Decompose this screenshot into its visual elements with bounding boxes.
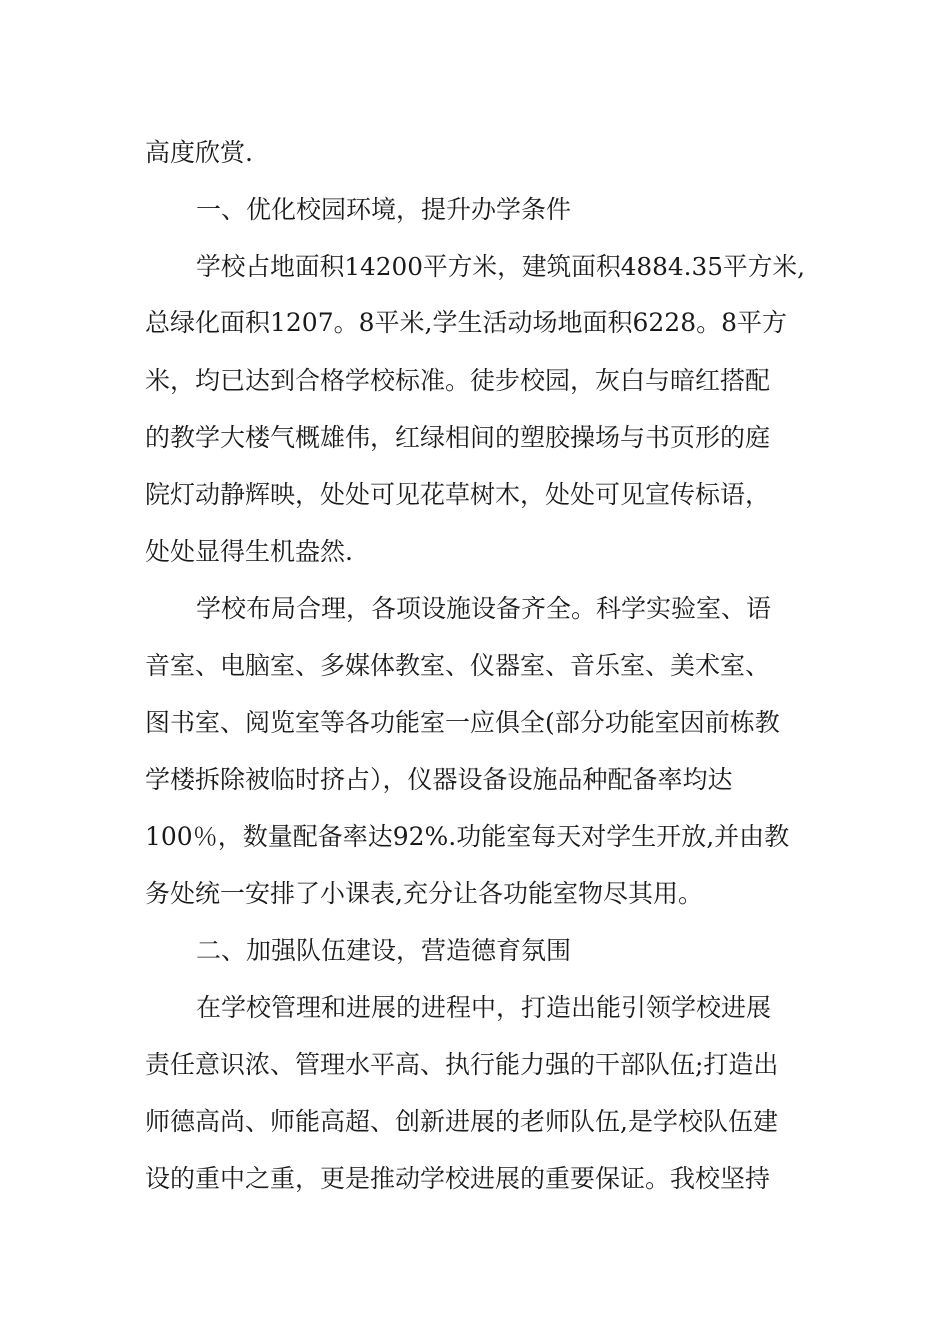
section-heading (0, 931, 950, 971)
line-text: 院灯动静辉映，处处可见花草树木，处处可见宣传标语， (145, 480, 771, 509)
line-text: 米，均已达到合格学校标准。徒步校园，灰白与暗红搭配 (145, 366, 771, 395)
text-line (0, 133, 950, 173)
line-text: 总绿化面积1207。8平米,学生活动场地面积6228。8平方 (145, 308, 788, 337)
text-line (0, 532, 950, 572)
text-line (0, 1159, 950, 1199)
line-text: 务处统一安排了小课表,充分让各功能室物尽其用。 (145, 879, 703, 908)
line-text: 责任意识浓、管理水平高、执行能力强的干部队伍;打造出 (145, 1050, 779, 1079)
text-line (0, 589, 950, 629)
text-line (0, 247, 950, 287)
line-text: 的教学大楼气概雄伟，红绿相间的塑胶操场与书页形的庭 (145, 423, 771, 452)
text-line (0, 874, 950, 914)
line-text: 师德高尚、师能高超、创新进展的老师队伍,是学校队伍建 (145, 1107, 778, 1136)
line-text: 100％，数量配备率达92%.功能室每天对学生开放,并由教 (145, 822, 790, 851)
text-line (0, 646, 950, 686)
text-line (0, 475, 950, 515)
text-line (0, 418, 950, 458)
text-line (0, 1045, 950, 1085)
heading-text: 一、优化校园环境，提升办学条件 (196, 195, 572, 224)
line-text: 高度欣赏. (145, 138, 253, 167)
text-line (0, 988, 950, 1028)
line-text: 处处显得生机盎然. (145, 537, 353, 566)
text-line (0, 361, 950, 401)
line-text: 设的重中之重，更是推动学校进展的重要保证。我校坚持 (145, 1164, 771, 1193)
text-line (0, 760, 950, 800)
text-line (0, 1102, 950, 1142)
section-heading (0, 190, 950, 230)
line-text: 学校布局合理，各项设施设备齐全。科学实验室、语 (196, 594, 772, 623)
text-line (0, 703, 950, 743)
line-text: 图书室、阅览室等各功能室一应俱全(部分功能室因前栋教 (145, 708, 780, 737)
line-text: 音室、电脑室、多媒体教室、仪器室、音乐室、美术室、 (145, 651, 771, 680)
text-line (0, 817, 950, 857)
line-text: 在学校管理和进展的进程中，打造出能引领学校进展 (196, 993, 772, 1022)
line-text: 学校占地面积14200平方米，建筑面积4884.35平方米, (196, 252, 805, 281)
line-text: 学楼拆除被临时挤占），仪器设备设施品种配备率均达 (145, 765, 733, 794)
heading-text: 二、加强队伍建设，营造德育氛围 (196, 936, 572, 965)
text-line (0, 303, 950, 343)
